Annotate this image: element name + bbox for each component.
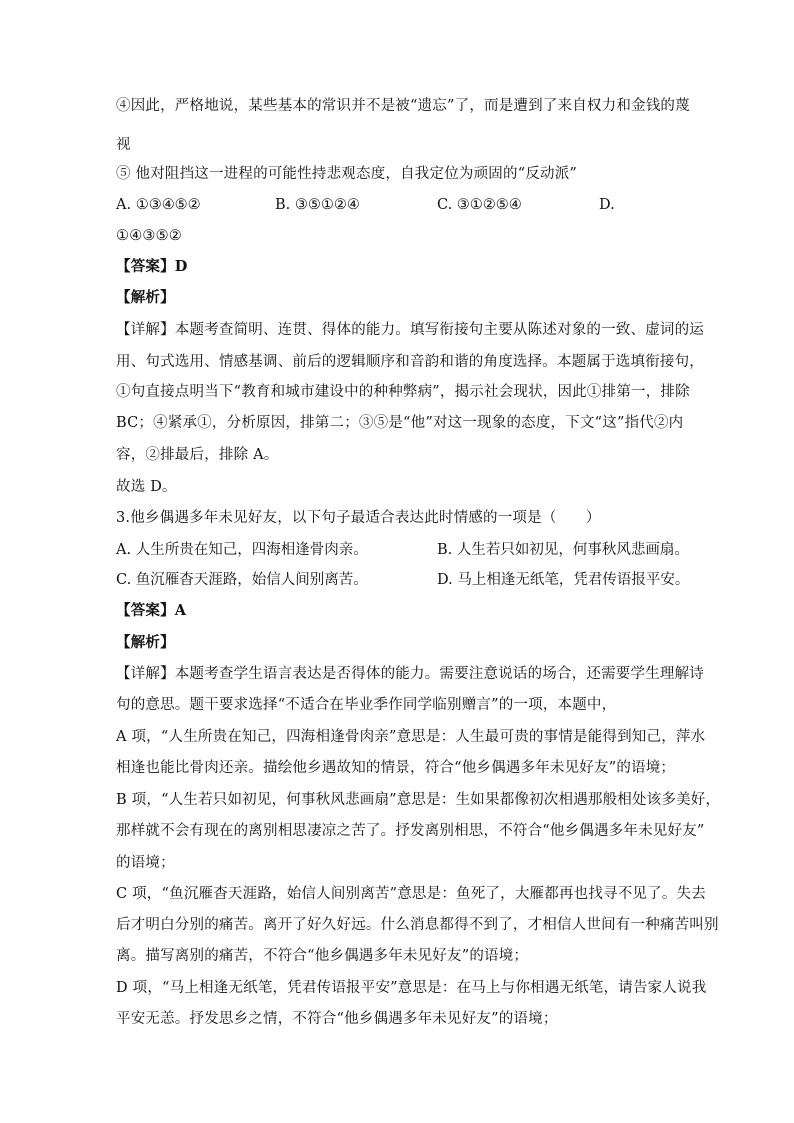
option-b: B. 人生若只如初见，何事秋风悲画扇。 xyxy=(437,542,689,558)
answer-heading: 【答案】D xyxy=(116,258,188,275)
text-line: ④因此，严格地说，某些基本的常识并不是被“遗忘”了，而是遭到了来自权力和金钱的蔑 xyxy=(116,98,690,114)
option-b: B. ③⑤①②④ xyxy=(275,197,360,213)
text-line: 句的意思。题干要求选择“不适合在毕业季作同学临别赠言”的一项，本题中， xyxy=(116,697,617,713)
text-line: 的语境； xyxy=(116,855,175,871)
option-d: D. xyxy=(599,197,615,213)
text-line: BC；④紧承①，分析原因，排第二；③⑤是“他”对这一现象的态度，下文“这”指代②内 xyxy=(116,415,684,431)
answer-heading: 【答案】A xyxy=(116,602,187,619)
option-d: D. 马上相逢无纸笔，凭君传语报平安。 xyxy=(437,572,690,588)
option-c: C. ③①②⑤④ xyxy=(437,197,522,213)
text-line: ①句直接点明当下“教育和城市建设中的种种弊病”，揭示社会现状，因此①排第一，排除 xyxy=(116,384,690,400)
text-line: 故选 D。 xyxy=(116,479,177,495)
analysis-heading: 【解析】 xyxy=(116,634,175,651)
text-line: D 项，“马上相逢无纸笔，凭君传语报平安”意思是：在马上与你相遇无纸笔，请告家人说我 xyxy=(116,980,707,996)
question-3-stem: 3.他乡偶遇多年未见好友，以下句子最适合表达此时情感的一项是（ ） xyxy=(116,510,601,526)
text-line: 容，②排最后，排除 A。 xyxy=(116,447,279,463)
text-line: C 项，“鱼沉雁杳天涯路，始信人间别离苦”意思是：鱼死了，大雁都再也找寻不见了。失去 xyxy=(116,886,706,902)
option-a: A. ①③④⑤② xyxy=(116,197,201,213)
text-line: 视 xyxy=(116,137,131,153)
text-line: 用、句式选用、情感基调、前后的逻辑顺序和音韵和谐的角度选择。本题属于选填衔接句， xyxy=(116,354,704,370)
text-line: 平安无恙。抒发思乡之情，不符合“他乡偶遇多年未见好友”的语境； xyxy=(116,1011,558,1027)
text-line: ⑤ 他对阻挡这一进程的可能性持悲观态度，自我定位为顽固的“反动派” xyxy=(116,166,578,182)
text-line: 相逢也能比骨肉还亲。描绘他乡遇故知的情景，符合“他乡偶遇多年未见好友”的语境； xyxy=(116,760,676,776)
option-a: A. 人生所贵在知己，四海相逢骨肉亲。 xyxy=(116,542,368,558)
option-c: C. 鱼沉雁杳天涯路，始信人间别离苦。 xyxy=(116,572,368,588)
text-line: 【详解】本题考查学生语言表达是否得体的能力。需要注意说话的场合，还需要学生理解诗 xyxy=(116,666,704,682)
text-line: 【详解】本题考查简明、连贯、得体的能力。填写衔接句主要从陈述对象的一致、虚词的运 xyxy=(116,322,704,338)
text-line: 后才明白分别的痛苦。离开了好久好远。什么消息都得不到了，才相信人世间有一种痛苦叫别 xyxy=(116,917,719,933)
text-line: A 项，“人生所贵在知己，四海相逢骨肉亲”意思是：人生最可贵的事情是能得到知己，萍水 xyxy=(116,729,706,745)
text-line: 离。描写离别的痛苦，不符合“他乡偶遇多年未见好友”的语境； xyxy=(116,948,529,964)
option-d-continued: ①④③⑤② xyxy=(116,228,182,244)
text-line: 那样就不会有现在的离别相思凄凉之苦了。抒发离别相思，不符合“他乡偶遇多年未见好友” xyxy=(116,823,705,839)
text-line: B 项，“人生若只如初见，何事秋风悲画扇”意思是：生如果都像初次相遇那般相处该多美好， xyxy=(116,792,721,808)
analysis-heading: 【解析】 xyxy=(116,289,175,306)
